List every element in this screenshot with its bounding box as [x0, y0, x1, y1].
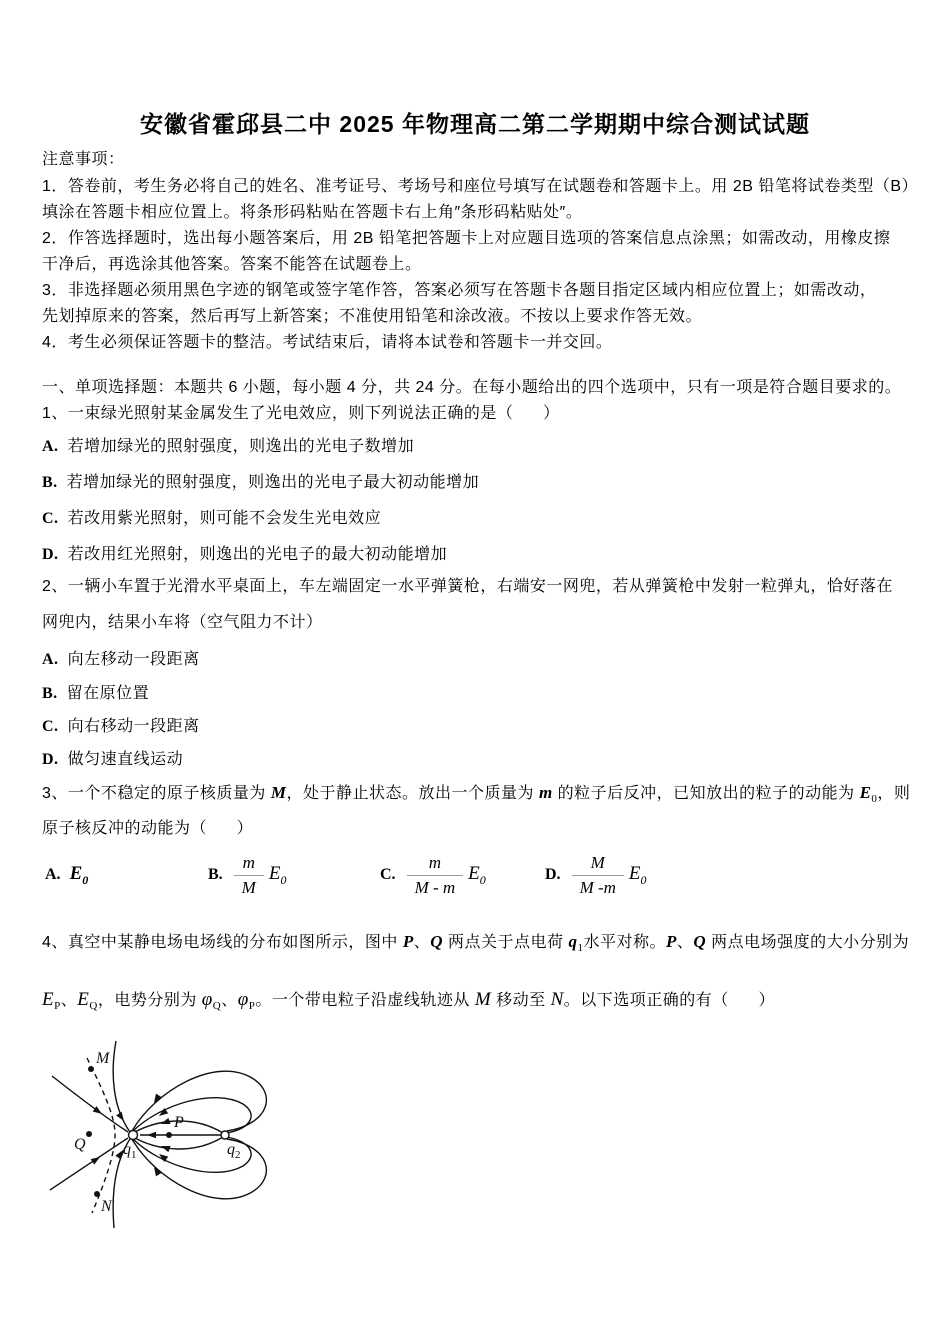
notice-line-3a: 3．非选择题必须用黑色字迹的钢笔或签字笔作答，答案必须写在答题卡各题目指定区域内相应位置上；如需改动， — [42, 282, 877, 299]
q1-option-a — [42, 437, 414, 457]
exam-title: 安徽省霍邱县二中 2025 年物理高二第二学期期中综合测试试题 — [140, 111, 810, 137]
q2-option-c — [42, 717, 200, 737]
notice-line-2b: 干净后，再选涂其他答案。答案不能答在试题卷上。 — [42, 256, 422, 273]
q2-option-a — [42, 650, 200, 670]
option-label: C. — [380, 866, 396, 883]
q4-stem-line1: 4、真空中某静电场电场线的分布如图所示，图中 P、Q 两点关于点电荷 $q_1$水平对称。P、Q 两点电场强度的大小分别为 — [42, 932, 910, 955]
option-text: 留在原位置 — [66, 685, 150, 702]
q2-stem-line2: 网兜内，结果小车将（空气阻力不计） — [42, 614, 323, 631]
arrow — [116, 1112, 127, 1123]
q3-option-b — [208, 846, 286, 904]
charge-q2 — [221, 1131, 229, 1139]
option-label: C. — [42, 718, 59, 735]
option-label: A. — [42, 438, 59, 455]
q1-option-b — [42, 473, 479, 493]
petal-top-outer — [132, 1071, 266, 1131]
q4-stem-line2: $E_P$、$E_Q$，电势分别为 $\varphi_Q$、$\varphi_P$。一个带电粒子沿虚线轨迹从 M 移动至 N。以下选项正确的有（ ） — [42, 989, 775, 1013]
option-label: A. — [42, 651, 59, 668]
fraction: $\frac{m}{M - m}$ — [407, 853, 464, 897]
point-M-dot — [88, 1066, 94, 1072]
field-line-left-bottom — [50, 1138, 128, 1190]
option-label: C. — [42, 510, 59, 527]
arrow — [157, 1108, 168, 1119]
charge-q1 — [129, 1131, 138, 1140]
option-label: B. — [42, 474, 58, 491]
arrow — [157, 1151, 168, 1162]
section1-heading: 一、单项选择题：本题共 6 小题，每小题 4 分，共 24 分。在每小题给出的四个选项中，只有一项是符合题目要求的。 — [42, 379, 902, 396]
q2-option-d — [42, 750, 183, 770]
q2-option-b — [42, 684, 149, 704]
notice-line-1b: 填涂在答题卡相应位置上。将条形码粘贴在答题卡右上角″条形码粘贴处″。 — [42, 204, 583, 221]
option-text: 向右移动一段距离 — [67, 718, 200, 735]
option-value: $E_0$ — [69, 862, 89, 887]
option-label: B. — [42, 685, 58, 702]
notice-heading: 注意事项： — [42, 151, 125, 168]
q1-stem: 1、一束绿光照射某金属发生了光电效应，则下列说法正确的是（ ） — [42, 405, 560, 422]
option-text: 若增加绿光的照射强度，则逸出的光电子最大初动能增加 — [66, 474, 480, 491]
label-q2: $q_2$ — [227, 1141, 241, 1161]
label-N: N — [101, 1198, 112, 1215]
option-coefficient: $E_0$ — [268, 862, 287, 887]
notice-line-4: 4．考生必须保证答题卡的整洁。考试结束后，请将本试卷和答题卡一并交回。 — [42, 334, 613, 351]
q3-stem-line2: 原子核反冲的动能为（ ） — [42, 820, 254, 837]
option-text: 向左移动一段距离 — [67, 651, 200, 668]
fraction: $\frac{M}{M -m}$ — [572, 853, 624, 897]
point-Q-dot — [86, 1131, 92, 1137]
option-label: D. — [545, 866, 561, 883]
label-Q: Q — [74, 1136, 86, 1153]
label-M: M — [96, 1050, 110, 1067]
q3-option-c — [380, 846, 486, 904]
label-q1: $q_1$ — [123, 1141, 137, 1161]
label-P: P — [174, 1114, 184, 1131]
option-text: 若改用紫光照射，则可能不会发生光电效应 — [67, 510, 382, 527]
petal-bottom-outer — [132, 1139, 266, 1199]
option-coefficient: $E_0$ — [468, 862, 486, 887]
petal-top-middle — [132, 1098, 251, 1133]
option-text: 若改用红光照射，则逸出的光电子的最大初动能增加 — [67, 546, 448, 563]
q1-option-c — [42, 509, 381, 529]
q3-option-d — [545, 846, 647, 904]
fraction: $\frac{m}{M}$ — [234, 853, 264, 897]
option-label: B. — [208, 866, 223, 883]
notice-line-2a: 2．作答选择题时，选出每小题答案后，用 2B 铅笔把答题卡上对应题目选项的答案信息点涂黑；如需改动，用橡皮擦 — [42, 230, 891, 247]
notice-line-3b: 先划掉原来的答案，然后再写上新答案；不准使用铅笔和涂改液。不按以上要求作答无效。 — [42, 308, 703, 325]
option-text: 做匀速直线运动 — [67, 751, 184, 768]
option-label: D. — [42, 546, 59, 563]
point-N-dot — [94, 1191, 100, 1197]
option-text: 若增加绿光的照射强度，则逸出的光电子数增加 — [67, 438, 415, 455]
q3-option-a — [45, 846, 88, 904]
option-label: D. — [42, 751, 59, 768]
q1-option-d — [42, 545, 447, 565]
option-coefficient: $E_0$ — [628, 862, 647, 887]
option-label: A. — [45, 866, 61, 883]
arrow — [147, 1132, 156, 1139]
petal-bottom-inner — [133, 1137, 223, 1149]
point-P-dot — [166, 1132, 172, 1138]
field-line-diagram — [30, 1036, 330, 1244]
q3-stem-line1: 3、一个不稳定的原子核质量为 M，处于静止状态。放出一个质量为 m 的粒子后反冲，已知放出的粒子的动能为 $E_0$，则 — [42, 783, 911, 806]
q2-stem-line1: 2、一辆小车置于光滑水平桌面上，车左端固定一水平弹簧枪，右端安一网兜，若从弹簧枪中发射一粒弹丸，恰好落在 — [42, 578, 893, 595]
notice-line-1a: 1．答卷前，考生务必将自己的姓名、准考证号、考场号和座位号填写在试题卷和答题卡上。用 2B 铅笔将试卷类型（B） — [42, 178, 919, 195]
